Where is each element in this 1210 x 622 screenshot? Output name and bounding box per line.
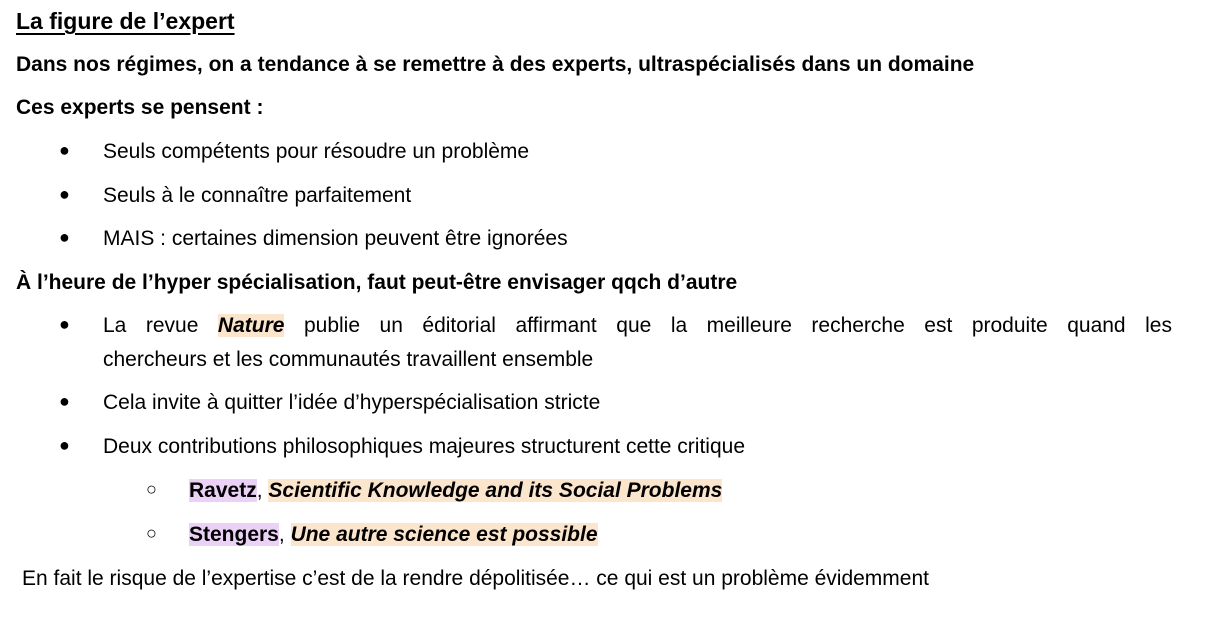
intro-line: Dans nos régimes, on a tendance à se remettre à des experts, ultraspécialisés dans un domaine [16,53,975,76]
bullet-icon: ● [59,227,70,247]
bullet-icon: ● [59,140,70,160]
list-item-text: Deux contributions philosophiques majeures structurent cette critique [103,435,746,458]
closing-line: En fait le risque de l’expertise c’est de la rendre dépolitisée… ce qui est un problème évidemment [22,567,929,590]
document-title: La figure de l’expert [16,8,235,34]
author-name: Stengers [189,523,279,546]
list-item-text: Cela invite à quitter l’idée d’hyperspécialisation stricte [103,391,601,414]
work-title: Scientific Knowledge and its Social Problems [268,479,723,502]
nature-line-2: chercheurs et les communautés travaillent ensemble [103,348,594,371]
bullet-icon: ● [59,314,70,334]
contribution-ravetz [189,479,722,503]
sub-bullet-icon: ○ [146,479,157,499]
bullet-icon: ● [59,391,70,411]
experts-heading: Ces experts se pensent : [16,96,264,119]
nature-prefix: La revue [103,314,199,337]
nature-line1-rest: publie un éditorial affirmant que la meilleure recherche est produite quand les [303,314,1172,337]
list-item-text: Seuls compétents pour résoudre un problème [103,140,530,163]
list-item-text: MAIS : certaines dimension peuvent être ignorées [103,227,568,250]
list-item-text: Seuls à le connaître parfaitement [103,184,412,207]
separator: , [256,479,263,502]
hyper-heading: À l’heure de l’hyper spécialisation, faut peut-être envisager qqch d’autre [16,271,738,294]
contribution-stengers [189,523,598,547]
bullet-icon: ● [59,435,70,455]
work-title: Une autre science est possible [290,523,598,546]
journal-name: Nature [217,314,285,337]
nature-line-1 [103,314,1172,338]
separator: , [278,523,285,546]
author-name: Ravetz [189,479,257,502]
sub-bullet-icon: ○ [146,523,157,543]
bullet-icon: ● [59,184,70,204]
